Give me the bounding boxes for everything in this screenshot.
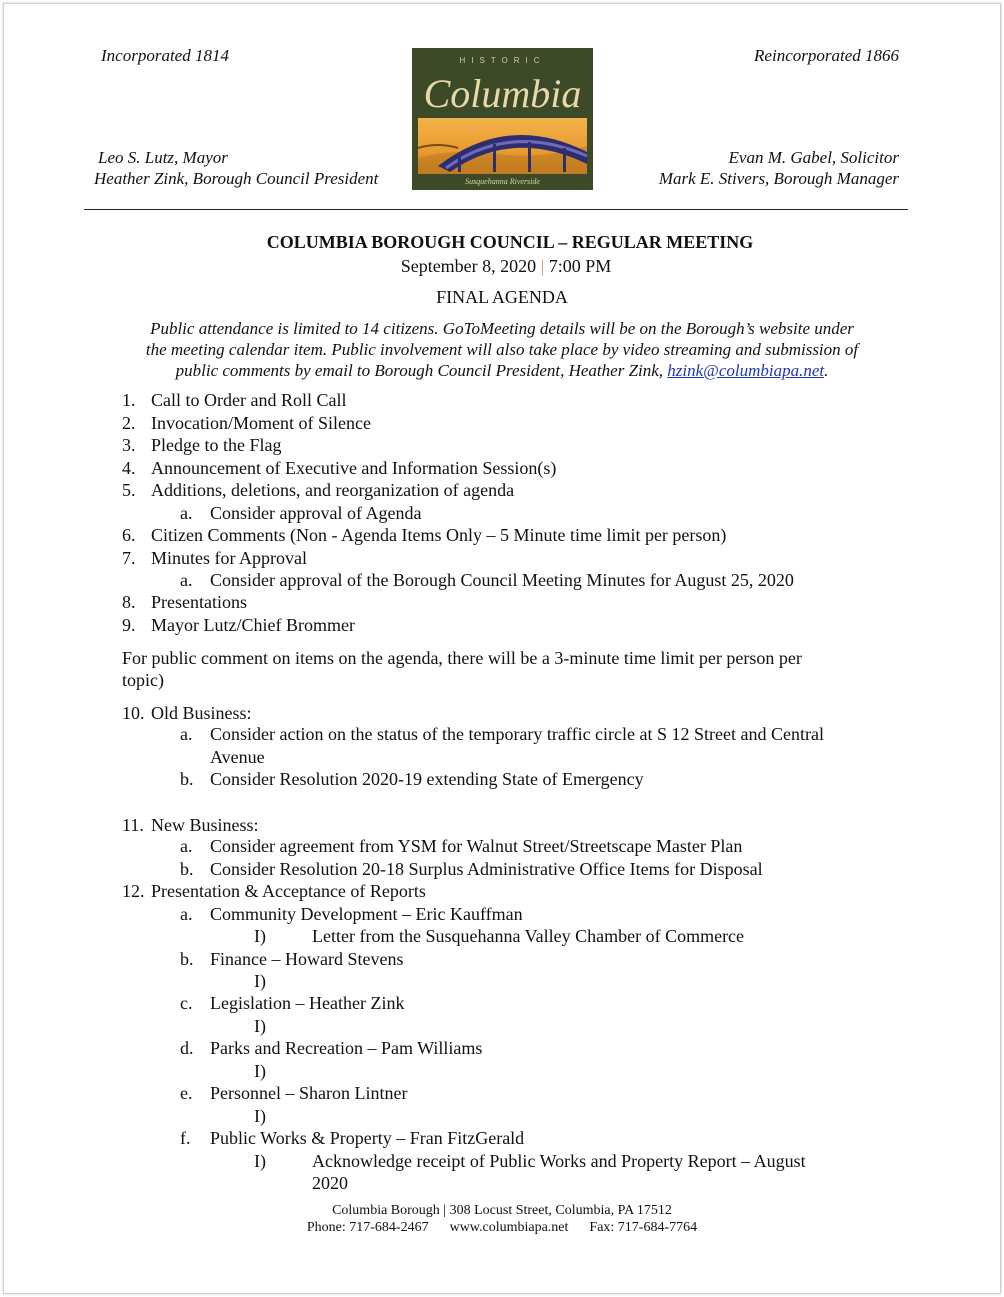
agenda-item-8	[122, 592, 136, 613]
bridge-illustration	[418, 118, 587, 174]
agenda-item-9-text: Mayor Lutz/Chief Brommer	[151, 615, 355, 635]
agenda-item-11b-letter: b.	[180, 859, 194, 879]
meeting-date-time	[4, 256, 1004, 277]
agenda-item-11-number: 11.	[122, 815, 144, 835]
agenda-item-5-text: Additions, deletions, and reorganization of agenda	[151, 480, 515, 500]
notice-line-3	[0, 360, 1004, 381]
borough-manager-text: Mark E. Stivers, Borough Manager	[658, 169, 899, 188]
notice-line-1: Public attendance is limited to 14 citizens. GoToMeeting details will be on the Borough’s website under	[150, 319, 854, 338]
notice-end: .	[824, 361, 829, 380]
agenda-item-6-text: Citizen Comments (Non - Agenda Items Only – 5 Minute time limit per person)	[151, 525, 727, 545]
agenda-item-12f-i-text-line-1: Acknowledge receipt of Public Works and Property Report – August	[312, 1151, 806, 1171]
meeting-title: COLUMBIA BOROUGH COUNCIL – REGULAR MEETING	[266, 232, 754, 252]
agenda-item-12d-i-number: I)	[254, 1061, 266, 1081]
agenda-label: FINAL AGENDA	[436, 287, 568, 307]
agenda-item-5	[122, 480, 136, 501]
agenda-item-11a-letter: a.	[180, 836, 193, 856]
agenda-item-12b-letter: b.	[180, 949, 194, 969]
item-number: 9.	[122, 615, 136, 635]
agenda-item-11b-text: Consider Resolution 20-18 Surplus Administrative Office Items for Disposal	[210, 859, 763, 879]
mayor-text: Leo S. Lutz, Mayor	[98, 148, 228, 167]
council-president-text: Heather Zink, Borough Council President	[94, 169, 379, 188]
footer-contact	[0, 1219, 1004, 1236]
agenda-item-1	[122, 390, 136, 411]
agenda-item-12c-text: Legislation – Heather Zink	[210, 993, 405, 1013]
agenda-item-4	[122, 458, 136, 479]
agenda-item-12a-text: Community Development – Eric Kauffman	[210, 904, 523, 924]
agenda-item-12f-letter: f.	[180, 1128, 191, 1148]
item-number: 3.	[122, 435, 136, 455]
public-comment-note-line-2: topic)	[122, 670, 164, 690]
item-number: 6.	[122, 525, 136, 545]
agenda-item-10-text: Old Business:	[151, 703, 252, 723]
agenda-item-10b-letter: b.	[180, 769, 194, 789]
agenda-item-12e-letter: e.	[180, 1083, 193, 1103]
agenda-item-7-text: Minutes for Approval	[151, 548, 307, 568]
agenda-item-6	[122, 525, 136, 546]
footer-phone: Phone: 717-684-2467	[306, 1220, 429, 1235]
agenda-item-2-text: Invocation/Moment of Silence	[151, 413, 371, 433]
agenda-item-12a-letter: a.	[180, 904, 193, 924]
columbia-logo	[412, 48, 593, 190]
agenda-item-9	[122, 615, 136, 636]
agenda-item-12c-i-number: I)	[254, 1016, 266, 1036]
agenda-item-5a-letter: a.	[180, 503, 193, 523]
agenda-item-12e-text: Personnel – Sharon Lintner	[210, 1083, 408, 1103]
agenda-item-12b-text: Finance – Howard Stevens	[210, 949, 404, 969]
agenda-item-12d-letter: d.	[180, 1038, 194, 1058]
email-link[interactable]: hzink@columbiapa.net	[667, 361, 825, 380]
item-number: 7.	[122, 548, 136, 568]
item-number: 8.	[122, 592, 136, 612]
agenda-item-12f-text: Public Works & Property – Fran FitzGerald	[210, 1128, 525, 1148]
agenda-item-12d-text: Parks and Recreation – Pam Williams	[210, 1038, 483, 1058]
agenda-item-10a-letter: a.	[180, 724, 193, 744]
agenda-item-3	[122, 435, 136, 456]
notice-line-2: the meeting calendar item. Public involvement will also take place by video streaming and submission of	[145, 340, 859, 359]
reincorporated-text: Reincorporated 1866	[754, 46, 899, 65]
agenda-item-12-number: 12.	[122, 881, 145, 901]
footer-address: Columbia Borough | 308 Locust Street, Columbia, PA 17512	[332, 1203, 672, 1218]
agenda-item-10a-text-line-1: Consider action on the status of the temporary traffic circle at S 12 Street and Central	[210, 724, 824, 744]
agenda-item-7a-letter: a.	[180, 570, 193, 590]
item-number: 2.	[122, 413, 136, 433]
agenda-item-10a-text-line-2: Avenue	[210, 747, 265, 767]
incorporated-text: Incorporated 1814	[101, 46, 229, 65]
agenda-item-11a-text: Consider agreement from YSM for Walnut Street/Streetscape Master Plan	[210, 836, 743, 856]
agenda-item-12e-i-number: I)	[254, 1106, 266, 1126]
agenda-item-2	[122, 413, 136, 434]
agenda-item-10-number: 10.	[122, 703, 145, 723]
meeting-date: September 8, 2020	[400, 256, 537, 276]
agenda-item-12f-i-text-line-2: 2020	[312, 1173, 348, 1193]
date-time-separator: |	[540, 256, 545, 276]
footer-fax: Fax: 717-684-7764	[589, 1220, 698, 1235]
agenda-item-12f-i-number: I)	[254, 1151, 266, 1171]
agenda-item-12-text: Presentation & Acceptance of Reports	[151, 881, 426, 901]
meeting-time: 7:00 PM	[548, 256, 612, 276]
footer-website: www.columbiapa.net	[449, 1220, 569, 1235]
agenda-item-12b-i-number: I)	[254, 971, 266, 991]
agenda-item-12c-letter: c.	[180, 993, 193, 1013]
solicitor-text: Evan M. Gabel, Solicitor	[728, 148, 899, 167]
agenda-item-1-text: Call to Order and Roll Call	[151, 390, 347, 410]
agenda-item-7a-text: Consider approval of the Borough Council Meeting Minutes for August 25, 2020	[210, 570, 794, 590]
logo-tagline-text: Susquehanna Riverside	[465, 177, 540, 186]
agenda-item-10b-text: Consider Resolution 2020-19 extending State of Emergency	[210, 769, 644, 789]
agenda-item-12a-i-text: Letter from the Susquehanna Valley Chamber of Commerce	[312, 926, 745, 946]
item-number: 1.	[122, 390, 136, 410]
agenda-item-12a-i-number: I)	[254, 926, 266, 946]
agenda-item-4-text: Announcement of Executive and Information Session(s)	[151, 458, 557, 478]
agenda-item-5a-text: Consider approval of Agenda	[210, 503, 422, 523]
item-number: 4.	[122, 458, 136, 478]
header-divider	[84, 209, 908, 210]
agenda-item-7	[122, 548, 136, 569]
logo-band-text: HISTORIC	[459, 56, 546, 65]
agenda-item-8-text: Presentations	[151, 592, 247, 612]
notice-line-3-text: public comments by email to Borough Council President, Heather Zink,	[175, 361, 664, 380]
logo-name-text: Columbia	[423, 71, 582, 116]
agenda-item-11-text: New Business:	[151, 815, 259, 835]
public-comment-note-line-1: For public comment on items on the agenda, there will be a 3-minute time limit per person per	[122, 648, 802, 668]
agenda-item-3-text: Pledge to the Flag	[151, 435, 282, 455]
item-number: 5.	[122, 480, 136, 500]
